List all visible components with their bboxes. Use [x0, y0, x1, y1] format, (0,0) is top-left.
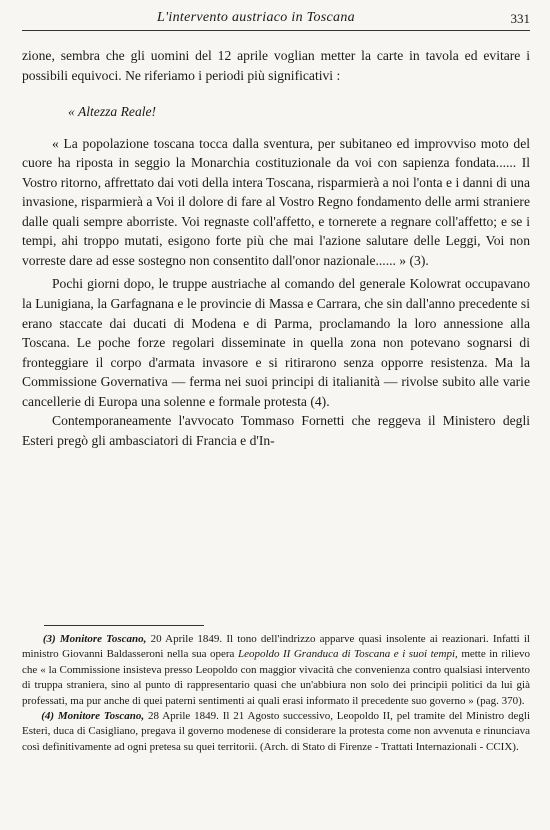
running-header — [22, 8, 530, 31]
footnotes — [22, 632, 530, 755]
paragraph-fornetti: Contemporaneamente l'avvocato Tommaso Fornetti che reggeva il Ministero degli Esteri pregò gli ambasciatori di Francia e d'In- — [22, 413, 530, 448]
paragraph-austrian-occupation: Pochi giorni dopo, le truppe austriache al comando del generale Kolowrat occupavano la Lunigiana, la Garfagnana e le provincie di Massa e Carrara, che sin dall'anno precedente si erano staccate dai ducati di Modena e di Parma, proclamando la loro annessione alla Toscana. Le poche forze regolari disseminate in quella zona non potevano sognarsi di fronteggiare il corpo d'armata invasore e si ritirarono senza opporre resistenza. Ma la Commissione Governativa — ferma nei suoi principi di italianità — rivolse subito alle varie cancellerie di Europa una solenne e formale protesta (4). — [22, 276, 530, 409]
running-title: L'intervento austriaco in Toscana — [157, 10, 355, 25]
main-text — [22, 46, 530, 450]
page-number: 331 — [510, 11, 530, 26]
footnote-4-text: 28 Aprile 1849. Il 21 Agosto successivo, Leopoldo II, pel tramite del Ministro degli Esteri, duca di Casigliano, pregava il governo modenese di considerare la protesta come non avvenuta e rinunciava così definitivamente ad ogni pretesa su quei territorii. (Arch. di Stato di Firenze - Trattati Internazionali - CCIX). — [22, 710, 530, 753]
footnote-4 — [22, 709, 530, 755]
quote-salutation: « Altezza Reale! — [68, 104, 157, 120]
footnote-3-label: (3) Monitore Toscano, — [42, 633, 147, 645]
quote-paragraph: « La popolazione toscana tocca dalla sventura, per subitaneo ed improvviso moto del cuore ha riposta in seggio la Monarchia costituzionale da voi con sapienza fondata...... Il Vostro ritorno, affrettato dai voti della intera Toscana, risparmierà a noi l'onta e i danni di una invasione, risparmierà a Voi il dolore di fare al Vostro Regno fondamento delle armi straniere dalle quali sempre aborriste. Voi regnaste coll'affetto, e tornerete a regnare coll'affetto; e se i tempi, ahi troppo mutati, esigono forte più che mai l'azione salutare delle Leggi, Voi non vorreste dare ad esse sostegno non consentito dall'onor nazionale...... » (3). — [22, 135, 530, 268]
footnote-3-text2: mette in rilievo che « la Commissione insisteva presso Leopoldo con maggior vivacità che convenienza contro qualsiasi intervento di truppa straniera, sino al punto di rappresentario quasi che un'abbiura non solo dei principii politici da lui già professati, ma pur anche di quei paterni sentimenti ai quali erasi informato il precedente suo governo » (pag. 370). — [22, 648, 531, 707]
footnote-3-text: 20 Aprile 1849. Il tono dell'indrizzo apparve quasi insolente ai reazionari. Infatti il ministro Giovanni Baldasseroni nella sua opera — [22, 633, 530, 661]
footnote-3-work: Leopoldo II Granduca di Toscana e i suoi tempi, — [237, 648, 458, 661]
footnote-4-label: (4) Monitore Toscano, — [41, 710, 145, 723]
footnote-3 — [22, 632, 530, 709]
footnote-rule — [44, 625, 204, 626]
paragraph-continuation: zione, sembra che gli uomini del 12 aprile voglian metter la carte in tavola ed evitare i possibili equivoci. Ne riferiamo i periodi più significativi : — [22, 48, 530, 83]
